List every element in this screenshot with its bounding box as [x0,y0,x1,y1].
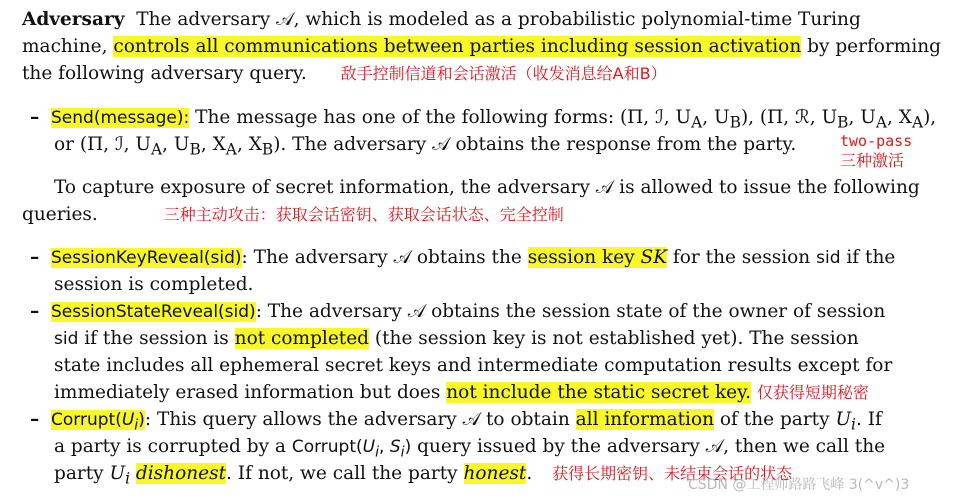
ssr-line-2-a: if the session is [84,328,229,349]
capture-line-1-text: To capture exposure of secret information, the adversary 𝒜 is allowed to issue the following [54,177,920,198]
corrupt-line-3 [54,460,792,493]
highlight-session-key: session key SK [527,247,668,268]
adversary-line-1 [22,6,861,33]
corrupt-text-b: of the party $U_i$. If [719,409,882,434]
corrupt-line-2-a: a party is corrupted by a [54,436,286,457]
skr-line-1 [30,244,895,272]
annotation-two-pass: two-pass [840,132,913,150]
corrupt-label: $Corrupt(U_i)$ [51,410,145,434]
skr-line-2-text: session is completed. [54,274,254,295]
send-query-response: or (Π, ℐ, $U_A$, $U_B$, $X_A$, $X_B$). The adversary 𝒜 obtains the response from the party. [54,134,797,159]
bullet-dash: – [30,301,40,322]
capture-line-1 [54,174,920,201]
skr-line-2 [54,271,253,298]
ssr-line-3-text: state includes all ephemeral secret keys and intermediate computation results except for [54,355,893,376]
annotation-long-term-key: 获得长期密钥、未结束会话的状态 [552,464,793,483]
adversary-line-1-text: The adversary 𝒜, which is modeled as a probabilistic polynomial-time Turing [136,9,861,30]
skr-text-b: for the session [672,247,811,268]
send-query-forms: The message has one of the following forms: (Π, ℐ, $U_A$, $U_B$), (Π, ℛ, $U_B$, $U_A$, $X_A$), [195,107,937,132]
ssr-line-1 [30,298,885,326]
adversary-heading: Adversary [22,9,125,30]
ssr-line-4-a: immediately erased information but does [54,382,441,403]
ssr-line-1-text: : The adversary 𝒜 obtains the session state of the owner of session [255,301,886,322]
ssr-line-2 [54,325,859,353]
skr-text-a: : The adversary 𝒜 obtains the [241,247,522,268]
bullet-dash: – [30,409,40,430]
annotation-three-attacks: 三种主动攻击：获取会话密钥、获取会话状态、完全控制 [163,205,564,224]
send-query-line-2 [54,131,796,164]
annotation-three-activations: 三种激活 [840,151,905,170]
corrupt-line-3-b: . If not, we call the party [226,463,458,484]
capture-line-2 [22,201,564,228]
adversary-line-2 [22,33,941,60]
csdn-watermark: CSDN @工程师路路飞峰 3(^v^)3 [688,477,910,493]
adversary-line-2-pre: machine, [22,36,108,57]
bullet-dash: – [30,247,40,268]
adversary-line-2-post: by performing [807,36,941,57]
adversary-line-3-text: the following adversary query. [22,63,307,84]
ssr-line-4 [54,379,869,406]
corrupt-line-3-c: . [526,463,533,484]
highlight-dishonest: dishonest [135,463,227,484]
ssr-sid: sid [54,329,79,349]
highlight-not-completed: not completed [234,328,370,349]
capture-line-2-text: queries. [22,204,98,225]
corrupt-line-3-a: party $U_i$ [54,463,131,488]
annotation-ephemeral-only: 仅获得短期秘密 [756,383,869,402]
corrupt-text-a: : This query allows the adversary 𝒜 to obtain [144,409,570,430]
session-key-reveal-label: SessionKeyReveal(sid) [51,248,242,268]
corrupt-query-inline: $Corrupt(U_i$, $S_i$) [291,437,412,461]
skr-sid: sid [816,248,841,268]
corrupt-line-2-b: query issued by the adversary 𝒜, then we call the [417,436,886,457]
ssr-line-3 [54,352,892,379]
adversary-line-3 [22,60,667,87]
ssr-line-2-b: (the session key is not established yet). The session [374,328,859,349]
session-state-reveal-label: SessionStateReveal(sid) [51,302,256,322]
highlight-all-information: all information [575,409,715,430]
highlight-not-static-key: not include the static secret key. [446,382,752,403]
send-query-label: Send(message): [51,108,190,128]
skr-text-c: if the [846,247,896,268]
annotation-channel-control: 敌手控制信道和会话激活（收发消息给A和B） [340,64,667,83]
highlight-honest: honest [463,463,527,484]
bullet-dash: – [30,107,40,128]
highlight-controls-communications: controls all communications between parties including session activation [113,36,802,57]
